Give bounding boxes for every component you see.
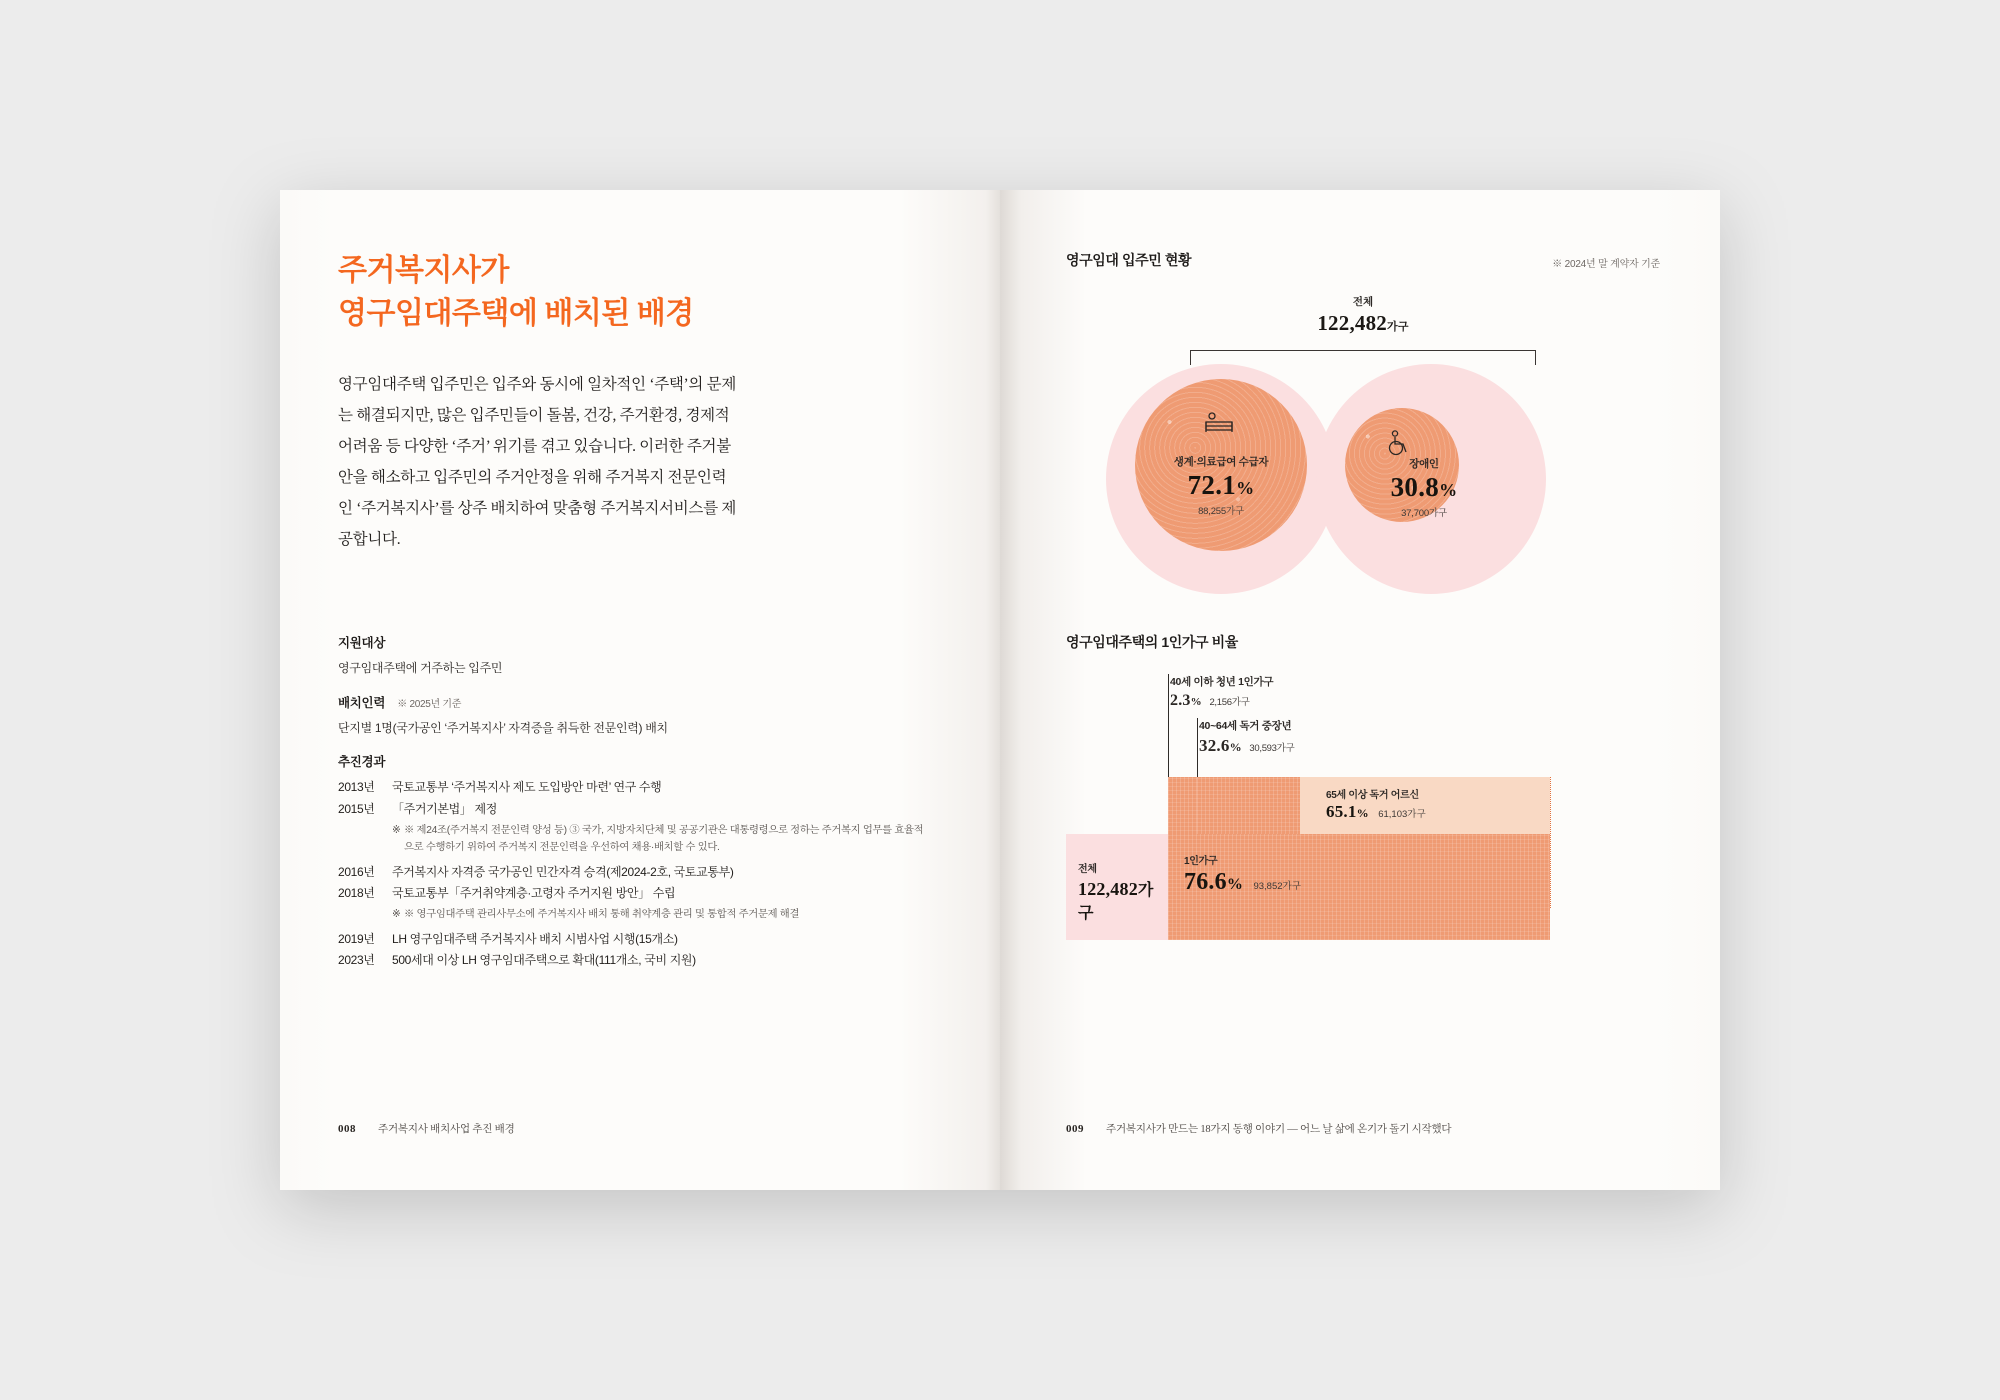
chart1-note: ※ 2024년 말 계약자 기준 [1552,259,1660,270]
section-note: ※ 2025년 기준 [397,698,462,710]
timeline [338,752,930,971]
venn-left-households: 88,255가구 [1198,505,1244,517]
venn-left-caption: 생계·의료급여 수급자 [1173,456,1269,468]
single-household-block [1184,852,1301,896]
chart1-header [1066,250,1660,270]
section-body: 영구임대주택에 거주하는 입주민 [338,661,503,676]
callout-youth [1170,674,1273,710]
timeline-text: 500세대 이상 LH 영구임대주택으로 확대(111개소, 국비 지원) [392,953,696,968]
single-household-percent: 76.6% [1184,869,1244,895]
callout-youth-percent: 2.3% [1170,692,1202,709]
callout-middle-label: 40~64세 독거 중장년 [1199,720,1292,732]
timeline-row [338,929,930,950]
timeline-year: 2023년 [338,953,375,968]
venn-total [1317,294,1408,336]
callout-youth-label: 40세 이하 청년 1인가구 [1170,676,1274,688]
venn-total-value [1317,311,1408,336]
callout-elderly-label: 65세 이상 독거 어르신 [1326,790,1419,801]
timeline-text: 「주거기본법」 제정 [392,801,497,816]
timeline-year: 2015년 [338,801,375,816]
callout-elderly-percent: 65.1% [1326,802,1369,821]
section-heading [338,693,930,711]
footer-left [338,1121,515,1136]
callout-middle [1199,718,1294,756]
venn-label-left [1121,454,1321,517]
section-heading [338,633,930,651]
timeline-note-text: ※ 제24조(주거복지 전문인력 양성 등) ③ 국가, 지방자치단체 및 공공기관은 대통령령으로 정하는 주거복지 업무를 효율적으로 수행하기 위하여 주거복지 전문인력을 우선하여 채용·배치할 수 있다. [404,825,924,853]
page-number: 008 [338,1123,356,1135]
timeline-row [338,777,930,798]
venn-right-households: 37,700가구 [1401,507,1447,519]
chart1-title: 영구임대 입주민 현황 [1066,252,1192,268]
single-household-households: 93,852가구 [1253,881,1301,892]
timeline-year: 2016년 [338,864,375,879]
lead-paragraph: 영구임대주택 입주민은 입주와 동시에 일차적인 ‘주택’의 문제는 해결되지만, 많은 입주민들이 돌봄, 건강, 주거환경, 경제적 어려움 등 다양한 ‘주거’ 위기를 겪고 있습니다. 이러한 주거불안을 해소하고 입주민의 주거안정을 위해 주거복지 전문인력인 ‘주거복지사’를 상주 배치하여 맞춤형 주거복지서비스를 제공합니다. [338,376,737,549]
section-heading-text: 배치인력 [338,695,386,710]
timeline-note [392,823,930,856]
venn-total-number: 122,482 [1317,311,1387,335]
timeline-note [392,907,930,924]
footer-right [1066,1121,1451,1136]
venn-left-percent [1121,469,1321,503]
timeline-text: LH 영구임대주택 주거복지사 배치 시범사업 시행(15개소) [392,931,678,946]
callout-middle-households: 30,593가구 [1249,743,1295,754]
page-title-line2: 영구임대주택에 배치된 배경 [338,296,694,330]
magazine-spread [280,190,1720,1190]
timeline-text: 국토교통부 ‘주거복지사 제도 도입방안 마련’ 연구 수행 [392,780,662,795]
page-title-line1: 주거복지사가 [338,254,509,287]
venn-left-percent-unit: % [1236,478,1255,498]
footer-text: 주거복지사가 만드는 18가지 동행 이야기 — 어느 날 삶에 온기가 돌기 시작했다 [1106,1124,1452,1135]
right-page [1000,190,1720,1190]
timeline-heading: 추진경과 [338,755,386,770]
bracket-line [1190,350,1536,365]
venn-right-caption: 장애인 [1409,458,1439,470]
timeline-year: 2018년 [338,885,375,900]
note-star-icon: ※ [392,825,401,837]
timeline-year: 2019년 [338,931,375,946]
section-heading-text: 지원대상 [338,636,386,651]
venn-right-percent [1324,471,1524,505]
timeline-row [338,883,930,904]
total-label-block [1078,860,1164,923]
left-page [280,190,1000,1190]
timeline-row [338,799,930,820]
venn-right-percent-number: 30.8 [1390,472,1440,502]
section-support-target [338,633,930,679]
venn-chart [1066,288,1660,598]
total-value: 122,482가구 [1078,879,1154,922]
page-title [338,250,930,335]
section-staffing [338,693,930,739]
bed-icon [1204,411,1234,438]
bar-chart [1066,674,1660,964]
page-number: 009 [1066,1123,1084,1135]
timeline-year: 2013년 [338,780,375,795]
footer-text: 주거복지사 배치사업 추진 배경 [378,1124,515,1135]
chart2-title: 영구임대주택의 1인가구 비율 [1066,634,1238,650]
callout-youth-households: 2,156가구 [1209,697,1250,708]
timeline-note-text: ※ 영구임대주택 관리사무소에 주거복지사 배치 통해 취약계층 관리 및 통합적 주거문제 해결 [404,909,800,921]
venn-right-percent-unit: % [1439,480,1458,500]
single-household-caption: 1인가구 [1184,856,1218,867]
timeline-row [338,862,930,883]
venn-total-label: 전체 [1352,296,1374,308]
section-body: 단지별 1명(국가공인 ‘주거복지사’ 자격증을 취득한 전문인력) 배치 [338,720,668,735]
callout-middle-percent: 32.6% [1199,736,1242,755]
venn-label-right [1324,456,1524,519]
timeline-row [338,950,930,971]
note-star-icon: ※ [392,909,401,921]
timeline-text: 국토교통부「주거취약계층·고령자 주거지원 방안」 수립 [392,885,676,900]
timeline-text: 주거복지사 자격증 국가공인 민간자격 승격(제2024-2호, 국토교통부) [392,864,734,879]
venn-total-unit: 가구 [1387,321,1409,333]
total-caption: 전체 [1078,864,1097,875]
venn-left-percent-number: 72.1 [1187,470,1237,500]
callout-elderly-households: 61,103가구 [1378,809,1426,820]
